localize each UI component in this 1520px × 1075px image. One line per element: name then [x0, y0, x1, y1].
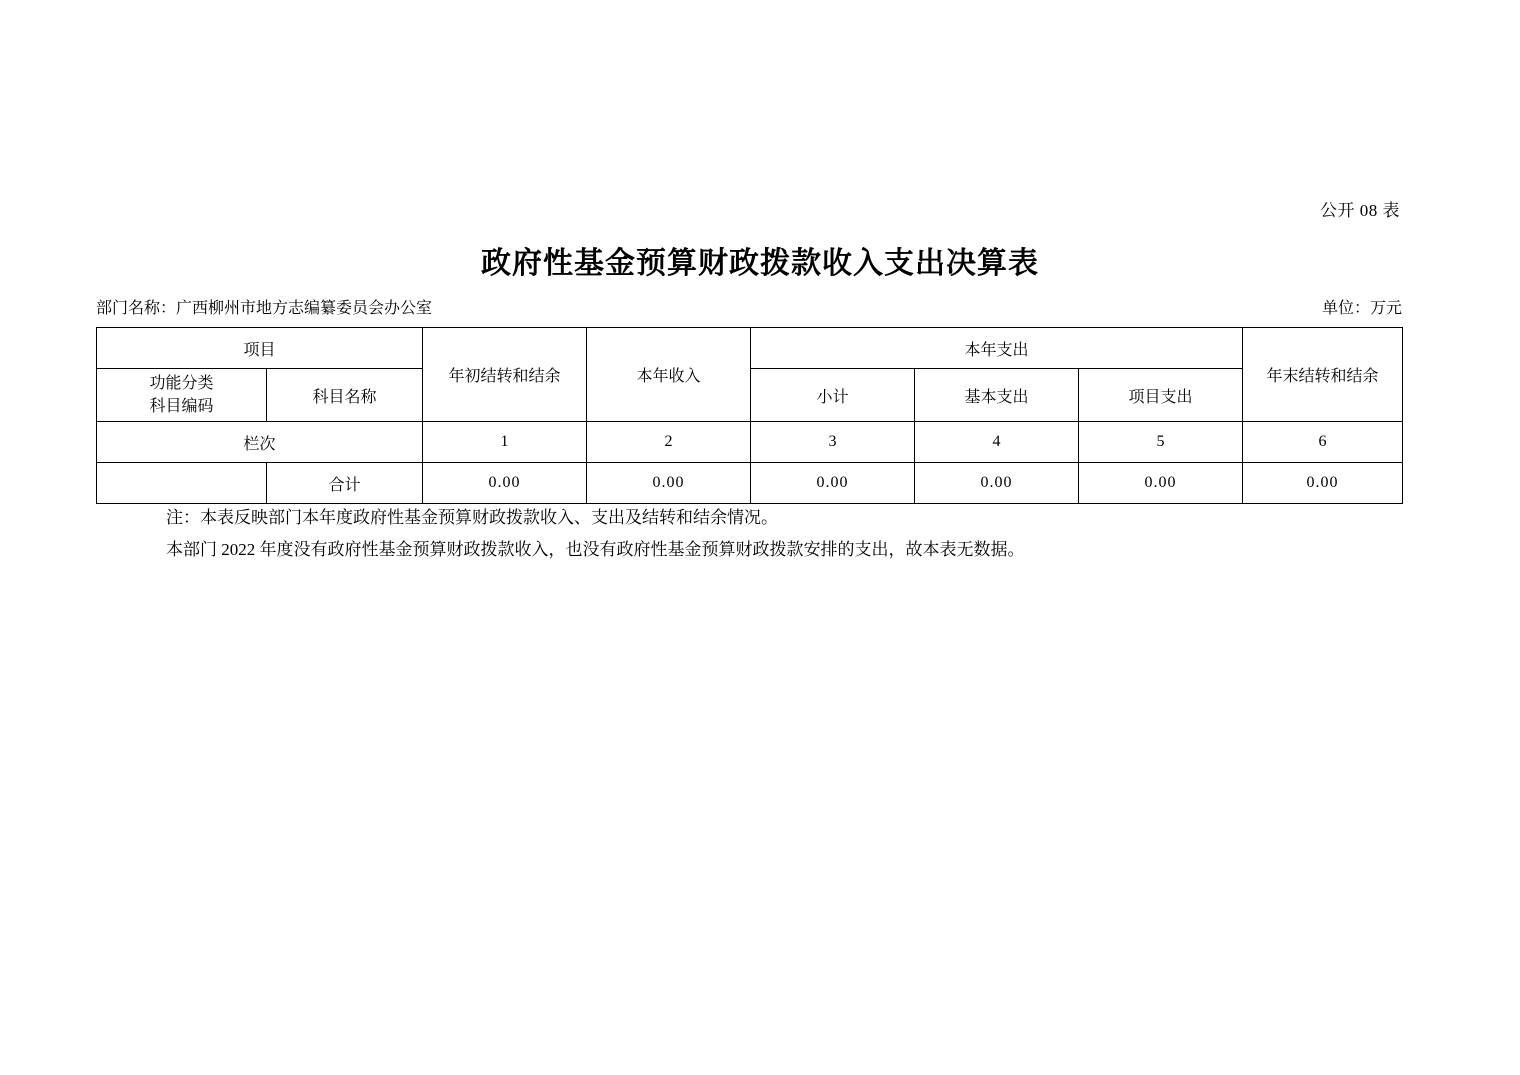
- column-index-label: 栏次: [97, 422, 423, 463]
- column-index-3: 3: [751, 422, 915, 463]
- header-year-expense-group: 本年支出: [751, 328, 1243, 369]
- table-header-row-1: [97, 328, 1403, 369]
- form-code: 公开 08 表: [1320, 201, 1400, 220]
- header-subject-name: 科目名称: [267, 369, 423, 422]
- meta-row: [96, 295, 1402, 318]
- row-subject-name: 合计: [267, 463, 423, 504]
- table-row: [97, 463, 1403, 504]
- row-project-expense: 0.00: [1079, 463, 1243, 504]
- budget-table: [96, 327, 1403, 504]
- row-basic-expense: 0.00: [915, 463, 1079, 504]
- unit-label: 单位：万元: [1321, 300, 1402, 317]
- department-name-label: [96, 295, 432, 318]
- header-begin-balance: 年初结转和结余: [423, 328, 587, 422]
- header-subtotal: 小计: [751, 369, 915, 422]
- row-year-income: 0.00: [587, 463, 751, 504]
- header-year-income: 本年收入: [587, 328, 751, 422]
- header-function-code: [97, 369, 267, 422]
- column-index-1: 1: [423, 422, 587, 463]
- note-line-2: 本部门 2022 年度没有政府性基金预算财政拨款收入，也没有政府性基金预算财政拨款安排的支出，故本表无数据。: [166, 540, 1025, 560]
- header-item-group: 项目: [97, 328, 423, 369]
- page-title: 政府性基金预算财政拨款收入支出决算表: [481, 246, 1039, 281]
- row-begin-balance: 0.00: [423, 463, 587, 504]
- row-subtotal: 0.00: [751, 463, 915, 504]
- row-function-code: [97, 463, 267, 504]
- row-end-balance: 0.00: [1243, 463, 1403, 504]
- header-project-expense: 项目支出: [1079, 369, 1243, 422]
- table-column-index-row: [97, 422, 1403, 463]
- note-line-1: 注：本表反映部门本年度政府性基金预算财政拨款收入、支出及结转和结余情况。: [166, 508, 778, 527]
- department-label: 部门名称：: [96, 300, 177, 317]
- column-index-2: 2: [587, 422, 751, 463]
- header-function-code-line2: 科目编码: [149, 398, 214, 415]
- notes-block: [96, 502, 1402, 567]
- header-basic-expense: 基本支出: [915, 369, 1079, 422]
- column-index-4: 4: [915, 422, 1079, 463]
- column-index-6: 6: [1243, 422, 1403, 463]
- column-index-5: 5: [1079, 422, 1243, 463]
- department-name: 广西柳州市地方志编纂委员会办公室: [176, 300, 433, 317]
- header-end-balance: 年末结转和结余: [1243, 328, 1403, 422]
- header-function-code-line1: 功能分类: [149, 374, 214, 392]
